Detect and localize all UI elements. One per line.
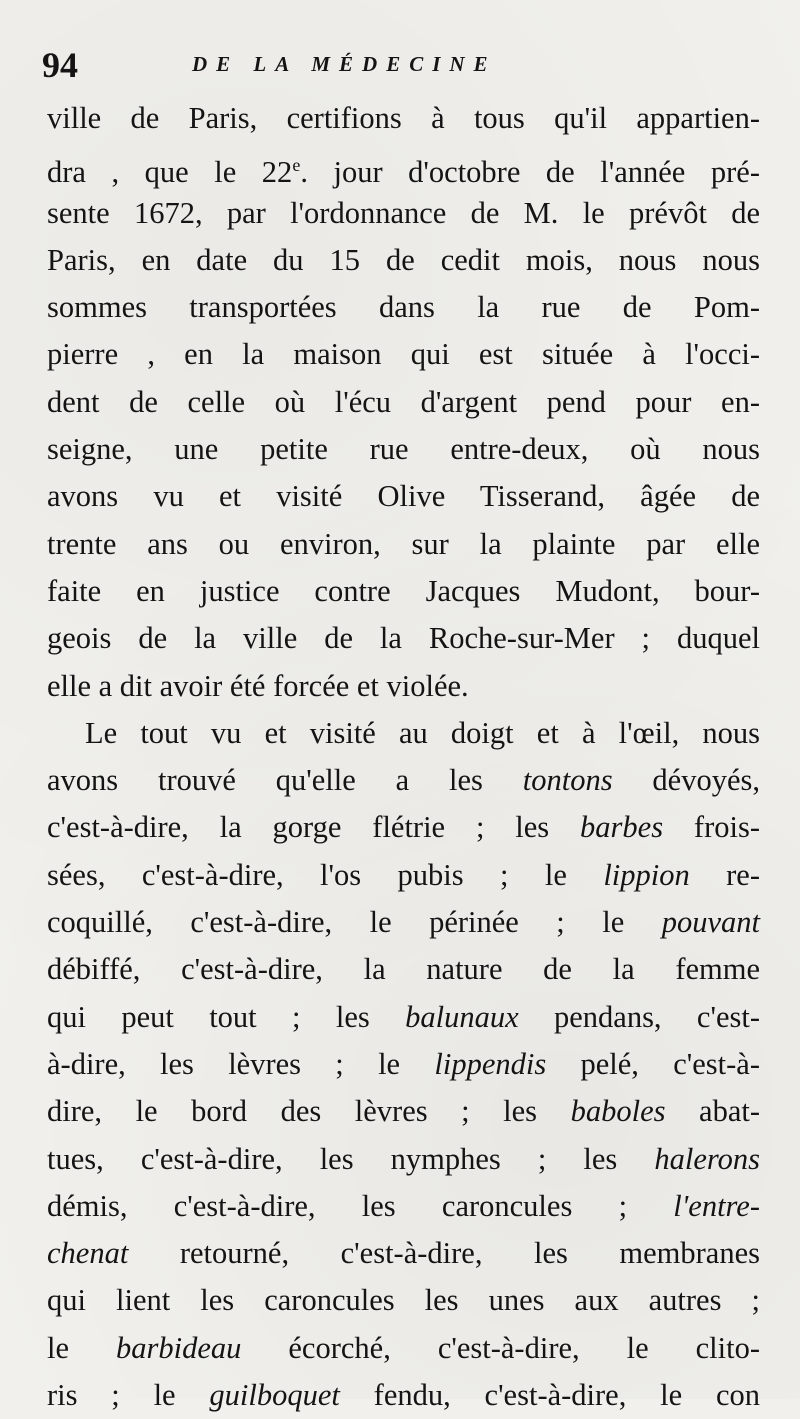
text-line: tues, c'est-à-dire, les nymphes ; les halerons bbox=[47, 1141, 760, 1176]
text-line: ville de Paris, certifions à tous qu'il appartien- bbox=[47, 101, 760, 135]
body-text bbox=[47, 95, 760, 1419]
text-line: avons vu et visité Olive Tisserand, âgée de bbox=[47, 479, 760, 514]
text-line: dent de celle où l'écu d'argent pend pour en- bbox=[47, 384, 760, 419]
text-line: démis, c'est-à-dire, les caroncules ; l'entre- bbox=[47, 1188, 760, 1223]
page-number: 94 bbox=[42, 45, 78, 85]
text-line: coquillé, c'est-à-dire, le périnée ; le pouvant bbox=[47, 905, 760, 940]
text-line: elle a dit avoir été forcée et violée. bbox=[47, 668, 469, 703]
text-line: trente ans ou environ, sur la plainte par elle bbox=[47, 526, 760, 561]
text-line: ris ; le guilboquet fendu, c'est-à-dire, le con bbox=[47, 1378, 760, 1413]
text-line: qui lient les caroncules les unes aux autres ; bbox=[47, 1283, 760, 1318]
text-line: geois de la ville de la Roche-sur-Mer ; duquel bbox=[47, 621, 760, 656]
text-line: Paris, en date du 15 de cedit mois, nous nous bbox=[47, 242, 760, 277]
text-line: qui peut tout ; les balunaux pendans, c'est- bbox=[47, 999, 760, 1034]
text-line: faite en justice contre Jacques Mudont, bour- bbox=[47, 573, 760, 608]
text-line: dire, le bord des lèvres ; les baboles abat- bbox=[47, 1094, 760, 1129]
text-line: sommes transportées dans la rue de Pom- bbox=[47, 290, 760, 325]
text-line: c'est-à-dire, la gorge flétrie ; les barbes frois- bbox=[47, 810, 760, 845]
text-line: le barbideau écorché, c'est-à-dire, le clito- bbox=[47, 1330, 760, 1365]
running-head: DE LA MÉDECINE bbox=[192, 52, 497, 76]
text-line: sente 1672, par l'ordonnance de M. le prévôt de bbox=[47, 195, 760, 230]
text-line: seigne, une petite rue entre-deux, où nous bbox=[47, 432, 760, 467]
page-header bbox=[42, 44, 770, 88]
text-line: chenat retourné, c'est-à-dire, les membranes bbox=[47, 1236, 760, 1271]
text-line: à-dire, les lèvres ; le lippendis pelé, c'est-à- bbox=[47, 1046, 760, 1081]
text-line: débiffé, c'est-à-dire, la nature de la femme bbox=[47, 952, 760, 987]
text-line: dra , que le 22e. jour d'octobre de l'année pré- bbox=[47, 155, 760, 190]
text-line: sées, c'est-à-dire, l'os pubis ; le lippion re- bbox=[47, 857, 760, 892]
text-line: pierre , en la maison qui est située à l'occi- bbox=[47, 337, 760, 372]
text-line: Le tout vu et visité au doigt et à l'œil, nous bbox=[85, 715, 760, 750]
text-line: avons trouvé qu'elle a les tontons dévoyés, bbox=[47, 763, 760, 798]
